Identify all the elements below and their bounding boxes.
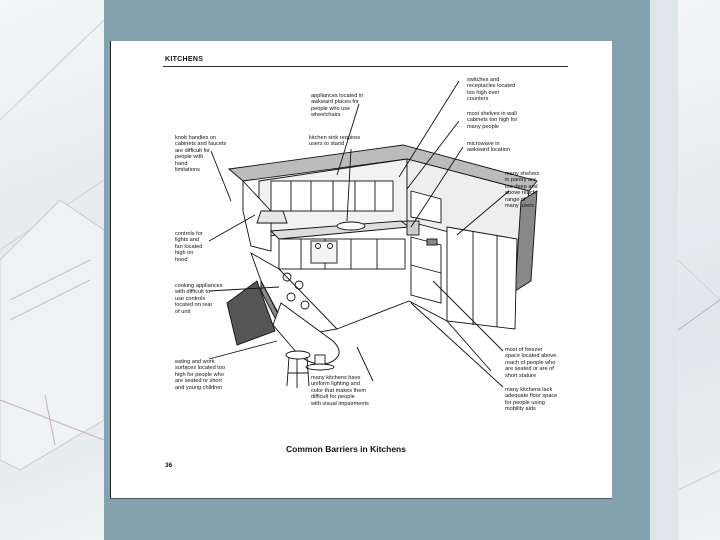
callout-switches: switches and receptacles located too high over counters [467, 77, 516, 103]
blueprint-ruler-drawing [0, 0, 104, 540]
figure-caption: Common Barriers in Kitchens [286, 444, 406, 454]
callout-microwave: microwave in awkward location [467, 141, 510, 154]
callout-cooking-appliances: cooking appliances with difficult to use controls located on rear of unit [175, 283, 223, 315]
callout-lighting: many kitchens have uniform lighting and color that makes them difficult for people with visual impairments [311, 375, 369, 407]
background-blueprint-left [0, 0, 104, 540]
document-page [110, 41, 612, 499]
page-number: 36 [165, 462, 173, 469]
page-header: KITCHENS [165, 56, 204, 63]
callout-appliances-awkward: appliances located in awkward places for people who use wheelchairs [311, 93, 364, 119]
callout-freezer: most of freezer space located above reach of people who are seated or are of short stature [505, 347, 557, 379]
callout-floor-space: many kitchens lack adequate floor space for people using mobility aids [505, 387, 558, 413]
background-blueprint-right [650, 0, 720, 540]
callout-knob-handles: knob handles on cabinets and faucets are difficult for people with hand limitations [175, 135, 227, 174]
callout-shelves-wall: most shelves in wall cabinets too high for many people [467, 111, 518, 130]
callout-eating-surfaces: eating and work surfaces located too high for people who are seated or short and young children [175, 359, 226, 391]
blueprint-right-drawing [650, 0, 720, 540]
callout-controls-lights: controls for lights and fan located high on hood [175, 231, 203, 263]
callout-sink-standing: kitchen sink requires users to stand [309, 135, 360, 148]
callout-pantry: many shelves in pantry are too deep and above reach range of many users [505, 171, 540, 210]
